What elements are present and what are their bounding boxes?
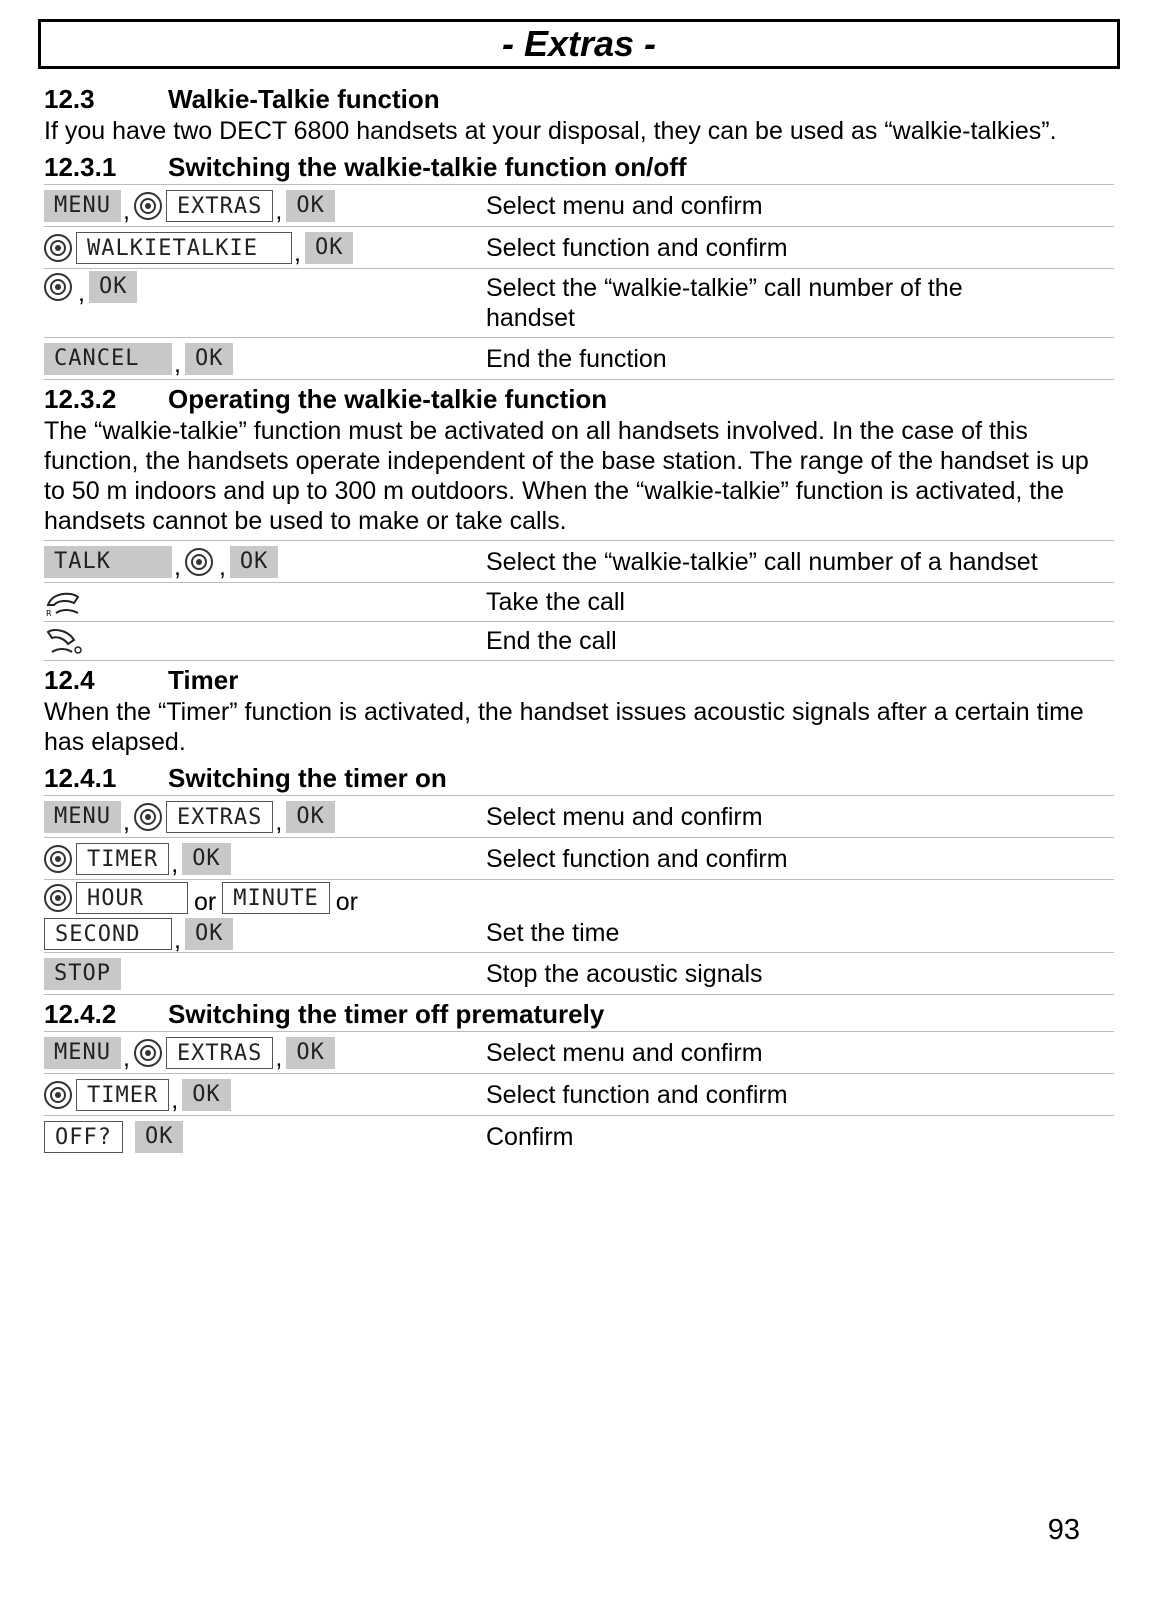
section-heading-12-3-2 — [44, 382, 1114, 416]
separator: , — [275, 808, 283, 836]
section-title: Switching the timer off prematurely — [168, 999, 605, 1029]
step-description: Stop the acoustic signals — [486, 959, 763, 988]
step-row — [44, 953, 1114, 995]
step-keys-line — [44, 918, 486, 954]
step-description: End the call — [486, 627, 617, 655]
step-keys — [44, 230, 486, 266]
svg-text:R: R — [46, 609, 52, 617]
step-description: Select menu and confirm — [486, 191, 763, 220]
page-header — [38, 19, 1120, 69]
ok-softkey: OK — [182, 1079, 231, 1111]
section-heading-12-3 — [44, 82, 1114, 116]
section-title: Walkie-Talkie function — [168, 84, 440, 114]
off-confirm-display: OFF? — [44, 1121, 123, 1153]
steps-table — [44, 540, 1114, 661]
step-description: Confirm — [486, 1123, 574, 1151]
step-description: Select the “walkie-talkie” call number of a handset — [486, 547, 1038, 576]
or-text: or — [194, 887, 217, 916]
step-row — [44, 1032, 1114, 1074]
step-description: Select the “walkie-talkie” call number of the handset — [486, 274, 963, 332]
step-description: Set the time — [486, 919, 620, 947]
separator: , — [275, 1044, 283, 1072]
section-intro: If you have two DECT 6800 handsets at your disposal, they can be used as “walkie-talkies”. — [44, 117, 1057, 145]
step-keys — [44, 341, 486, 377]
separator: , — [171, 1086, 179, 1114]
step-description: End the function — [486, 344, 667, 373]
section-heading-12-4 — [44, 663, 1114, 697]
separator: , — [174, 553, 181, 581]
separator: , — [294, 239, 301, 267]
extras-display: EXTRAS — [166, 801, 273, 833]
section-number: 12.4 — [44, 665, 95, 695]
ok-softkey: OK — [135, 1121, 184, 1153]
section-number: 12.3.2 — [44, 384, 117, 414]
steps-table — [44, 795, 1114, 995]
separator: , — [174, 925, 181, 954]
step-row — [44, 269, 1114, 338]
section-heading-12-4-2 — [44, 997, 1114, 1031]
extras-display: EXTRAS — [166, 190, 273, 222]
section-heading-12-3-1 — [44, 150, 1114, 184]
talk-key-icon — [44, 587, 84, 617]
step-keys — [44, 956, 486, 992]
section-number: 12.4.1 — [44, 763, 117, 793]
step-keys-line — [44, 882, 486, 914]
minute-display: MINUTE — [222, 882, 329, 914]
page-title: - Extras - — [501, 23, 657, 64]
talk-softkey: TALK — [44, 546, 172, 578]
section-title: Timer — [168, 665, 239, 695]
navigation-key-icon — [44, 1081, 72, 1109]
step-keys — [44, 841, 486, 877]
section-title: Operating the walkie-talkie function — [168, 384, 608, 414]
navigation-key-icon — [44, 273, 72, 301]
step-row — [44, 583, 1114, 622]
step-keys — [44, 1119, 486, 1155]
step-description: Select function and confirm — [486, 844, 788, 873]
separator: , — [122, 197, 130, 225]
navigation-key-icon — [44, 845, 72, 873]
step-description: Select menu and confirm — [486, 802, 763, 831]
step-keys — [44, 544, 486, 580]
navigation-key-icon — [134, 803, 162, 831]
end-key-icon — [44, 626, 84, 656]
step-row — [44, 838, 1114, 880]
ok-softkey: OK — [286, 190, 335, 222]
step-keys — [44, 188, 486, 224]
navigation-key-icon — [134, 1039, 162, 1067]
step-description: Select function and confirm — [486, 233, 788, 262]
section-number: 12.4.2 — [44, 999, 117, 1029]
ok-softkey: OK — [185, 918, 234, 950]
steps-table — [44, 1031, 1114, 1158]
step-row — [44, 796, 1114, 838]
ok-softkey: OK — [230, 546, 279, 578]
separator: , — [122, 1044, 130, 1072]
extras-display: EXTRAS — [166, 1037, 273, 1069]
hour-display: HOUR — [76, 882, 188, 914]
page-content — [44, 82, 1114, 1160]
separator: , — [275, 197, 283, 225]
section-title: Switching the timer on — [168, 763, 447, 793]
menu-softkey: MENU — [44, 190, 121, 222]
step-row — [44, 185, 1114, 227]
walkietalkie-display: WALKIETALKIE — [76, 232, 292, 264]
step-keys — [44, 269, 486, 305]
step-row — [44, 227, 1114, 269]
ok-softkey: OK — [182, 843, 231, 875]
step-row — [44, 1074, 1114, 1116]
step-keys — [44, 624, 486, 658]
ok-softkey: OK — [286, 801, 335, 833]
navigation-key-icon — [134, 192, 162, 220]
ok-softkey: OK — [305, 232, 354, 264]
step-keys — [44, 1077, 486, 1113]
section-number: 12.3.1 — [44, 152, 117, 182]
ok-softkey: OK — [185, 343, 234, 375]
separator: , — [218, 553, 226, 581]
step-row — [44, 338, 1114, 380]
section-intro: When the “Timer” function is activated, the handset issues acoustic signals after a certain time has elapsed. — [44, 698, 1084, 756]
section-title: Switching the walkie-talkie function on/off — [168, 152, 687, 182]
navigation-key-icon — [44, 234, 72, 262]
step-description: Select function and confirm — [486, 1080, 788, 1109]
step-description: Take the call — [486, 588, 625, 616]
cancel-softkey: CANCEL — [44, 343, 172, 375]
timer-display: TIMER — [76, 1079, 169, 1111]
step-description: Select menu and confirm — [486, 1038, 763, 1067]
separator: , — [174, 350, 181, 378]
second-display: SECOND — [44, 918, 172, 950]
navigation-key-icon — [185, 548, 213, 576]
step-row — [44, 1116, 1114, 1158]
step-keys — [44, 585, 486, 619]
or-text: or — [335, 887, 358, 916]
section-intro: The “walkie-talkie” function must be activated on all handsets involved. In the case of this function, the handsets operate independent of the base station. The range of the handset is up to 50 m indoors and up to 300 m outdoors. When the “walkie-talkie” function is activated, the handsets cannot be used to make or take calls. — [44, 417, 1089, 535]
separator: , — [171, 850, 179, 878]
navigation-key-icon — [44, 884, 72, 912]
separator: , — [122, 808, 130, 836]
menu-softkey: MENU — [44, 1037, 121, 1069]
step-row — [44, 622, 1114, 661]
step-keys — [44, 1035, 486, 1071]
stop-softkey: STOP — [44, 958, 121, 990]
section-heading-12-4-1 — [44, 761, 1114, 795]
page-number: 93 — [1047, 1514, 1080, 1546]
step-keys — [44, 880, 486, 952]
step-row — [44, 880, 1114, 953]
step-row — [44, 541, 1114, 583]
section-number: 12.3 — [44, 84, 95, 114]
separator: , — [78, 278, 85, 307]
timer-display: TIMER — [76, 843, 169, 875]
ok-softkey: OK — [286, 1037, 335, 1069]
ok-softkey: OK — [89, 271, 138, 303]
menu-softkey: MENU — [44, 801, 121, 833]
step-keys — [44, 799, 486, 835]
steps-table — [44, 184, 1114, 380]
